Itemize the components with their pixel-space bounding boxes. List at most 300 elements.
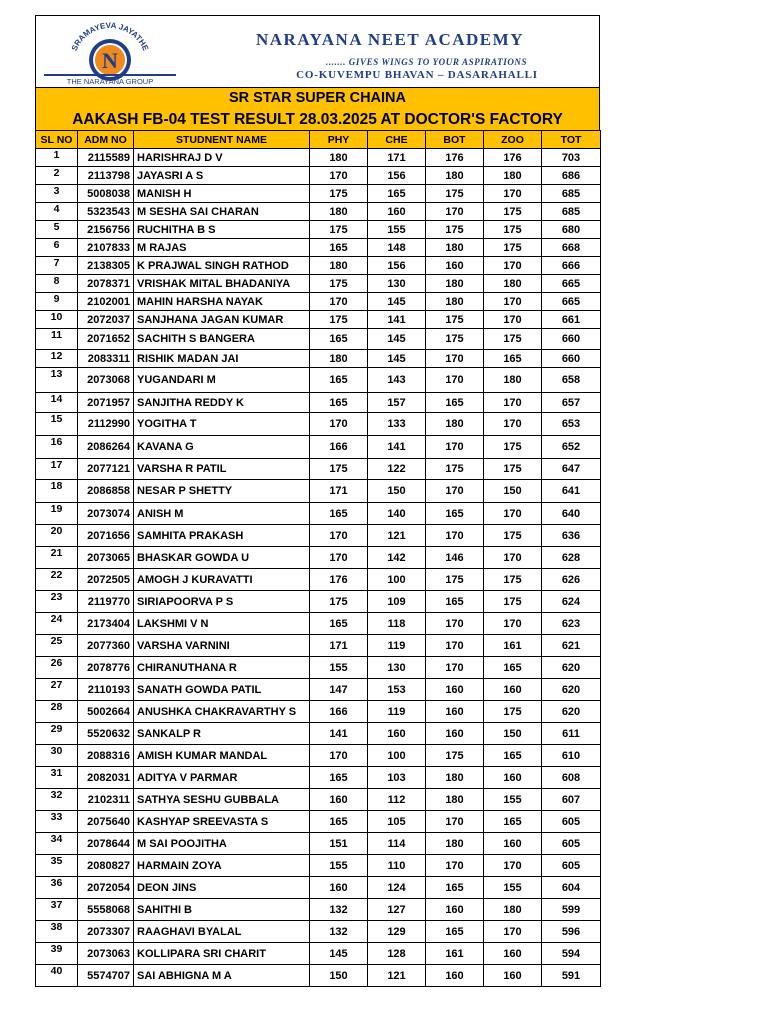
tagline: ....... GIVES WINGS TO YOUR ASPIRATIONS (326, 57, 528, 67)
cell-name: AMOGH J KURAVATTI (134, 569, 310, 591)
cell-phy: 180 (310, 350, 368, 368)
cell-phy: 170 (310, 745, 368, 767)
cell-che: 119 (368, 635, 426, 657)
cell-che: 110 (368, 855, 426, 877)
cell-phy: 150 (310, 965, 368, 987)
cell-bot: 161 (426, 943, 484, 965)
result-sheet (35, 15, 600, 987)
cell-zoo: 165 (484, 745, 542, 767)
cell-adm: 2078644 (78, 833, 134, 855)
cell-sl: 8 (36, 275, 78, 293)
table-row (36, 480, 601, 503)
cell-name: VRISHAK MITAL BHADANIYA (134, 275, 310, 293)
cell-bot: 160 (426, 679, 484, 701)
table-row (36, 149, 601, 167)
result-table (35, 130, 601, 987)
cell-adm: 2077360 (78, 635, 134, 657)
cell-adm: 5558068 (78, 899, 134, 921)
cell-phy: 165 (310, 393, 368, 413)
cell-adm: 2138305 (78, 257, 134, 275)
col-header-bot: BOT (426, 131, 484, 149)
cell-bot: 180 (426, 789, 484, 811)
cell-che: 100 (368, 569, 426, 591)
cell-sl: 29 (36, 723, 78, 745)
cell-sl: 40 (36, 965, 78, 987)
page-subtitle: AAKASH FB-04 TEST RESULT 28.03.2025 AT DOCTOR'S FACTORY (35, 109, 600, 130)
cell-phy: 175 (310, 459, 368, 480)
cell-sl: 26 (36, 657, 78, 679)
address: CO-KUVEMPU BHAVAN – DASARAHALLI (296, 69, 538, 81)
cell-che: 153 (368, 679, 426, 701)
cell-phy: 165 (310, 239, 368, 257)
table-row (36, 591, 601, 613)
cell-bot: 165 (426, 591, 484, 613)
cell-sl: 33 (36, 811, 78, 833)
cell-che: 145 (368, 350, 426, 368)
cell-phy: 171 (310, 635, 368, 657)
cell-name: SAMHITA PRAKASH (134, 525, 310, 547)
table-row (36, 311, 601, 329)
cell-sl: 3 (36, 185, 78, 203)
cell-zoo: 160 (484, 767, 542, 789)
col-header-adm: ADM NO (78, 131, 134, 149)
cell-bot: 175 (426, 459, 484, 480)
cell-che: 112 (368, 789, 426, 811)
table-row (36, 459, 601, 480)
cell-tot: 653 (542, 413, 601, 436)
cell-phy: 165 (310, 811, 368, 833)
cell-tot: 605 (542, 833, 601, 855)
cell-zoo: 175 (484, 203, 542, 221)
cell-zoo: 176 (484, 149, 542, 167)
cell-zoo: 160 (484, 965, 542, 987)
cell-zoo: 180 (484, 275, 542, 293)
cell-sl: 39 (36, 943, 78, 965)
cell-bot: 175 (426, 745, 484, 767)
cell-che: 130 (368, 657, 426, 679)
cell-bot: 176 (426, 149, 484, 167)
cell-adm: 2156756 (78, 221, 134, 239)
cell-adm: 2080827 (78, 855, 134, 877)
cell-bot: 175 (426, 311, 484, 329)
cell-bot: 160 (426, 899, 484, 921)
table-body (36, 149, 601, 987)
cell-bot: 180 (426, 167, 484, 185)
cell-phy: 175 (310, 275, 368, 293)
cell-name: AMISH KUMAR MANDAL (134, 745, 310, 767)
cell-adm: 5002664 (78, 701, 134, 723)
cell-bot: 146 (426, 547, 484, 569)
cell-che: 157 (368, 393, 426, 413)
cell-che: 109 (368, 591, 426, 613)
cell-zoo: 170 (484, 921, 542, 943)
cell-sl: 1 (36, 149, 78, 167)
cell-adm: 2075640 (78, 811, 134, 833)
cell-zoo: 175 (484, 525, 542, 547)
table-row (36, 723, 601, 745)
cell-che: 122 (368, 459, 426, 480)
cell-zoo: 175 (484, 701, 542, 723)
cell-tot: 661 (542, 311, 601, 329)
cell-sl: 38 (36, 921, 78, 943)
cell-zoo: 170 (484, 257, 542, 275)
cell-tot: 594 (542, 943, 601, 965)
cell-zoo: 170 (484, 855, 542, 877)
cell-bot: 170 (426, 436, 484, 459)
cell-bot: 170 (426, 368, 484, 393)
cell-name: KAVANA G (134, 436, 310, 459)
cell-zoo: 165 (484, 657, 542, 679)
cell-che: 103 (368, 767, 426, 789)
cell-zoo: 160 (484, 833, 542, 855)
cell-name: SACHITH S BANGERA (134, 329, 310, 350)
cell-tot: 668 (542, 239, 601, 257)
cell-name: M SESHA SAI CHARAN (134, 203, 310, 221)
table-row (36, 833, 601, 855)
logo-letter: N (102, 48, 118, 73)
cell-name: HARMAIN ZOYA (134, 855, 310, 877)
cell-sl: 25 (36, 635, 78, 657)
table-row (36, 855, 601, 877)
cell-tot: 596 (542, 921, 601, 943)
cell-adm: 2072505 (78, 569, 134, 591)
cell-bot: 160 (426, 723, 484, 745)
cell-che: 119 (368, 701, 426, 723)
cell-phy: 170 (310, 547, 368, 569)
cell-name: MAHIN HARSHA NAYAK (134, 293, 310, 311)
cell-zoo: 170 (484, 393, 542, 413)
cell-name: VARSHA R PATIL (134, 459, 310, 480)
cell-tot: 658 (542, 368, 601, 393)
cell-phy: 166 (310, 436, 368, 459)
cell-tot: 636 (542, 525, 601, 547)
cell-sl: 16 (36, 436, 78, 459)
cell-adm: 2119770 (78, 591, 134, 613)
cell-zoo: 175 (484, 459, 542, 480)
cell-tot: 665 (542, 293, 601, 311)
cell-che: 100 (368, 745, 426, 767)
col-header-name: STUDNENT NAME (134, 131, 310, 149)
cell-phy: 165 (310, 329, 368, 350)
cell-name: ADITYA V PARMAR (134, 767, 310, 789)
cell-adm: 2071652 (78, 329, 134, 350)
table-row (36, 221, 601, 239)
cell-sl: 9 (36, 293, 78, 311)
cell-adm: 2113798 (78, 167, 134, 185)
col-header-phy: PHY (310, 131, 368, 149)
cell-phy: 166 (310, 701, 368, 723)
table-row (36, 701, 601, 723)
logo-arc-text: SRAMAYEVA JAYATHE (69, 20, 151, 53)
cell-name: LAKSHMI V N (134, 613, 310, 635)
cell-sl: 15 (36, 413, 78, 436)
table-row (36, 789, 601, 811)
cell-name: M RAJAS (134, 239, 310, 257)
cell-bot: 170 (426, 811, 484, 833)
table-row (36, 185, 601, 203)
cell-sl: 36 (36, 877, 78, 899)
cell-bot: 165 (426, 393, 484, 413)
cell-bot: 180 (426, 275, 484, 293)
cell-name: SANATH GOWDA PATIL (134, 679, 310, 701)
table-row (36, 503, 601, 525)
table-row (36, 965, 601, 987)
cell-name: SANJITHA REDDY K (134, 393, 310, 413)
cell-phy: 165 (310, 503, 368, 525)
cell-zoo: 155 (484, 789, 542, 811)
cell-tot: 660 (542, 350, 601, 368)
cell-phy: 160 (310, 789, 368, 811)
cell-name: HARISHRAJ D V (134, 149, 310, 167)
cell-zoo: 150 (484, 480, 542, 503)
cell-phy: 170 (310, 167, 368, 185)
cell-name: ANUSHKA CHAKRAVARTHY S (134, 701, 310, 723)
cell-che: 141 (368, 436, 426, 459)
page-title: SR STAR SUPER CHAINA (35, 87, 600, 109)
col-header-zoo: ZOO (484, 131, 542, 149)
cell-che: 148 (368, 239, 426, 257)
cell-adm: 2110193 (78, 679, 134, 701)
cell-che: 129 (368, 921, 426, 943)
cell-tot: 620 (542, 701, 601, 723)
cell-name: SANJHANA JAGAN KUMAR (134, 311, 310, 329)
cell-phy: 151 (310, 833, 368, 855)
cell-phy: 132 (310, 921, 368, 943)
cell-phy: 170 (310, 413, 368, 436)
cell-che: 128 (368, 943, 426, 965)
cell-sl: 7 (36, 257, 78, 275)
cell-adm: 2073074 (78, 503, 134, 525)
cell-bot: 165 (426, 503, 484, 525)
cell-name: RUCHITHA B S (134, 221, 310, 239)
table-row (36, 293, 601, 311)
cell-sl: 28 (36, 701, 78, 723)
col-header-tot: TOT (542, 131, 601, 149)
cell-adm: 2088316 (78, 745, 134, 767)
cell-bot: 175 (426, 569, 484, 591)
cell-sl: 23 (36, 591, 78, 613)
cell-che: 140 (368, 503, 426, 525)
cell-adm: 2102311 (78, 789, 134, 811)
table-row (36, 239, 601, 257)
cell-sl: 22 (36, 569, 78, 591)
table-row (36, 368, 601, 393)
cell-bot: 170 (426, 480, 484, 503)
table-row (36, 275, 601, 293)
table-row (36, 569, 601, 591)
cell-zoo: 165 (484, 350, 542, 368)
cell-zoo: 175 (484, 569, 542, 591)
cell-adm: 2073063 (78, 943, 134, 965)
cell-che: 150 (368, 480, 426, 503)
cell-sl: 34 (36, 833, 78, 855)
cell-name: YOGITHA T (134, 413, 310, 436)
cell-bot: 180 (426, 833, 484, 855)
cell-adm: 2078371 (78, 275, 134, 293)
cell-che: 124 (368, 877, 426, 899)
cell-name: K PRAJWAL SINGH RATHOD (134, 257, 310, 275)
table-row (36, 745, 601, 767)
cell-phy: 165 (310, 368, 368, 393)
cell-zoo: 180 (484, 899, 542, 921)
cell-name: KASHYAP SREEVASTA S (134, 811, 310, 833)
cell-zoo: 170 (484, 311, 542, 329)
cell-zoo: 180 (484, 368, 542, 393)
cell-bot: 160 (426, 257, 484, 275)
col-header-sl: SL NO (36, 131, 78, 149)
cell-adm: 5323543 (78, 203, 134, 221)
cell-phy: 175 (310, 311, 368, 329)
cell-zoo: 170 (484, 293, 542, 311)
cell-che: 127 (368, 899, 426, 921)
cell-zoo: 170 (484, 503, 542, 525)
cell-phy: 160 (310, 877, 368, 899)
cell-tot: 611 (542, 723, 601, 745)
cell-sl: 37 (36, 899, 78, 921)
cell-name: SAHITHI B (134, 899, 310, 921)
cell-adm: 2071957 (78, 393, 134, 413)
table-row (36, 436, 601, 459)
cell-phy: 171 (310, 480, 368, 503)
cell-tot: 605 (542, 855, 601, 877)
table-row (36, 350, 601, 368)
cell-phy: 176 (310, 569, 368, 591)
cell-phy: 165 (310, 613, 368, 635)
cell-zoo: 175 (484, 239, 542, 257)
cell-che: 165 (368, 185, 426, 203)
cell-phy: 175 (310, 185, 368, 203)
cell-adm: 5520632 (78, 723, 134, 745)
cell-che: 156 (368, 257, 426, 275)
cell-che: 145 (368, 293, 426, 311)
cell-tot: 680 (542, 221, 601, 239)
cell-name: CHIRANUTHANA R (134, 657, 310, 679)
cell-sl: 4 (36, 203, 78, 221)
cell-bot: 160 (426, 965, 484, 987)
cell-phy: 145 (310, 943, 368, 965)
cell-name: ANISH M (134, 503, 310, 525)
table-row (36, 525, 601, 547)
cell-tot: 620 (542, 679, 601, 701)
cell-che: 118 (368, 613, 426, 635)
cell-tot: 657 (542, 393, 601, 413)
cell-adm: 2073068 (78, 368, 134, 393)
cell-name: M SAI POOJITHA (134, 833, 310, 855)
table-row (36, 257, 601, 275)
table-row (36, 679, 601, 701)
cell-adm: 2073307 (78, 921, 134, 943)
cell-sl: 17 (36, 459, 78, 480)
cell-tot: 652 (542, 436, 601, 459)
table-row (36, 877, 601, 899)
cell-zoo: 161 (484, 635, 542, 657)
cell-tot: 666 (542, 257, 601, 275)
cell-che: 114 (368, 833, 426, 855)
cell-sl: 11 (36, 329, 78, 350)
cell-tot: 626 (542, 569, 601, 591)
cell-sl: 31 (36, 767, 78, 789)
table-row (36, 203, 601, 221)
cell-tot: 647 (542, 459, 601, 480)
cell-name: SATHYA SESHU GUBBALA (134, 789, 310, 811)
cell-name: SIRIAPOORVA P S (134, 591, 310, 613)
cell-che: 143 (368, 368, 426, 393)
cell-adm: 2071656 (78, 525, 134, 547)
cell-name: VARSHA VARNINI (134, 635, 310, 657)
table-row (36, 943, 601, 965)
cell-tot: 640 (542, 503, 601, 525)
cell-bot: 170 (426, 657, 484, 679)
cell-tot: 604 (542, 877, 601, 899)
table-row (36, 613, 601, 635)
table-row (36, 811, 601, 833)
cell-sl: 32 (36, 789, 78, 811)
table-header-row (36, 131, 601, 149)
cell-bot: 180 (426, 413, 484, 436)
cell-bot: 180 (426, 767, 484, 789)
cell-phy: 155 (310, 855, 368, 877)
cell-phy: 175 (310, 591, 368, 613)
cell-phy: 170 (310, 293, 368, 311)
cell-phy: 165 (310, 767, 368, 789)
cell-phy: 141 (310, 723, 368, 745)
cell-bot: 165 (426, 877, 484, 899)
cell-sl: 30 (36, 745, 78, 767)
cell-bot: 170 (426, 525, 484, 547)
cell-bot: 175 (426, 221, 484, 239)
cell-name: YUGANDARI M (134, 368, 310, 393)
cell-che: 160 (368, 723, 426, 745)
cell-che: 105 (368, 811, 426, 833)
cell-sl: 13 (36, 368, 78, 393)
cell-zoo: 175 (484, 221, 542, 239)
cell-tot: 620 (542, 657, 601, 679)
cell-sl: 18 (36, 480, 78, 503)
table-row (36, 329, 601, 350)
cell-tot: 607 (542, 789, 601, 811)
table-row (36, 657, 601, 679)
cell-zoo: 175 (484, 591, 542, 613)
cell-phy: 180 (310, 149, 368, 167)
cell-tot: 703 (542, 149, 601, 167)
cell-che: 141 (368, 311, 426, 329)
cell-zoo: 170 (484, 413, 542, 436)
cell-tot: 621 (542, 635, 601, 657)
cell-adm: 2083311 (78, 350, 134, 368)
letterhead (35, 15, 600, 87)
cell-tot: 591 (542, 965, 601, 987)
cell-adm: 2077121 (78, 459, 134, 480)
cell-bot: 180 (426, 239, 484, 257)
cell-zoo: 160 (484, 679, 542, 701)
cell-zoo: 175 (484, 329, 542, 350)
cell-che: 156 (368, 167, 426, 185)
cell-sl: 10 (36, 311, 78, 329)
table-row (36, 635, 601, 657)
cell-tot: 641 (542, 480, 601, 503)
cell-phy: 180 (310, 257, 368, 275)
cell-adm: 2078776 (78, 657, 134, 679)
cell-che: 142 (368, 547, 426, 569)
cell-zoo: 155 (484, 877, 542, 899)
cell-tot: 623 (542, 613, 601, 635)
cell-sl: 20 (36, 525, 78, 547)
table-row (36, 921, 601, 943)
cell-che: 121 (368, 525, 426, 547)
cell-adm: 2115589 (78, 149, 134, 167)
cell-bot: 175 (426, 329, 484, 350)
cell-sl: 24 (36, 613, 78, 635)
